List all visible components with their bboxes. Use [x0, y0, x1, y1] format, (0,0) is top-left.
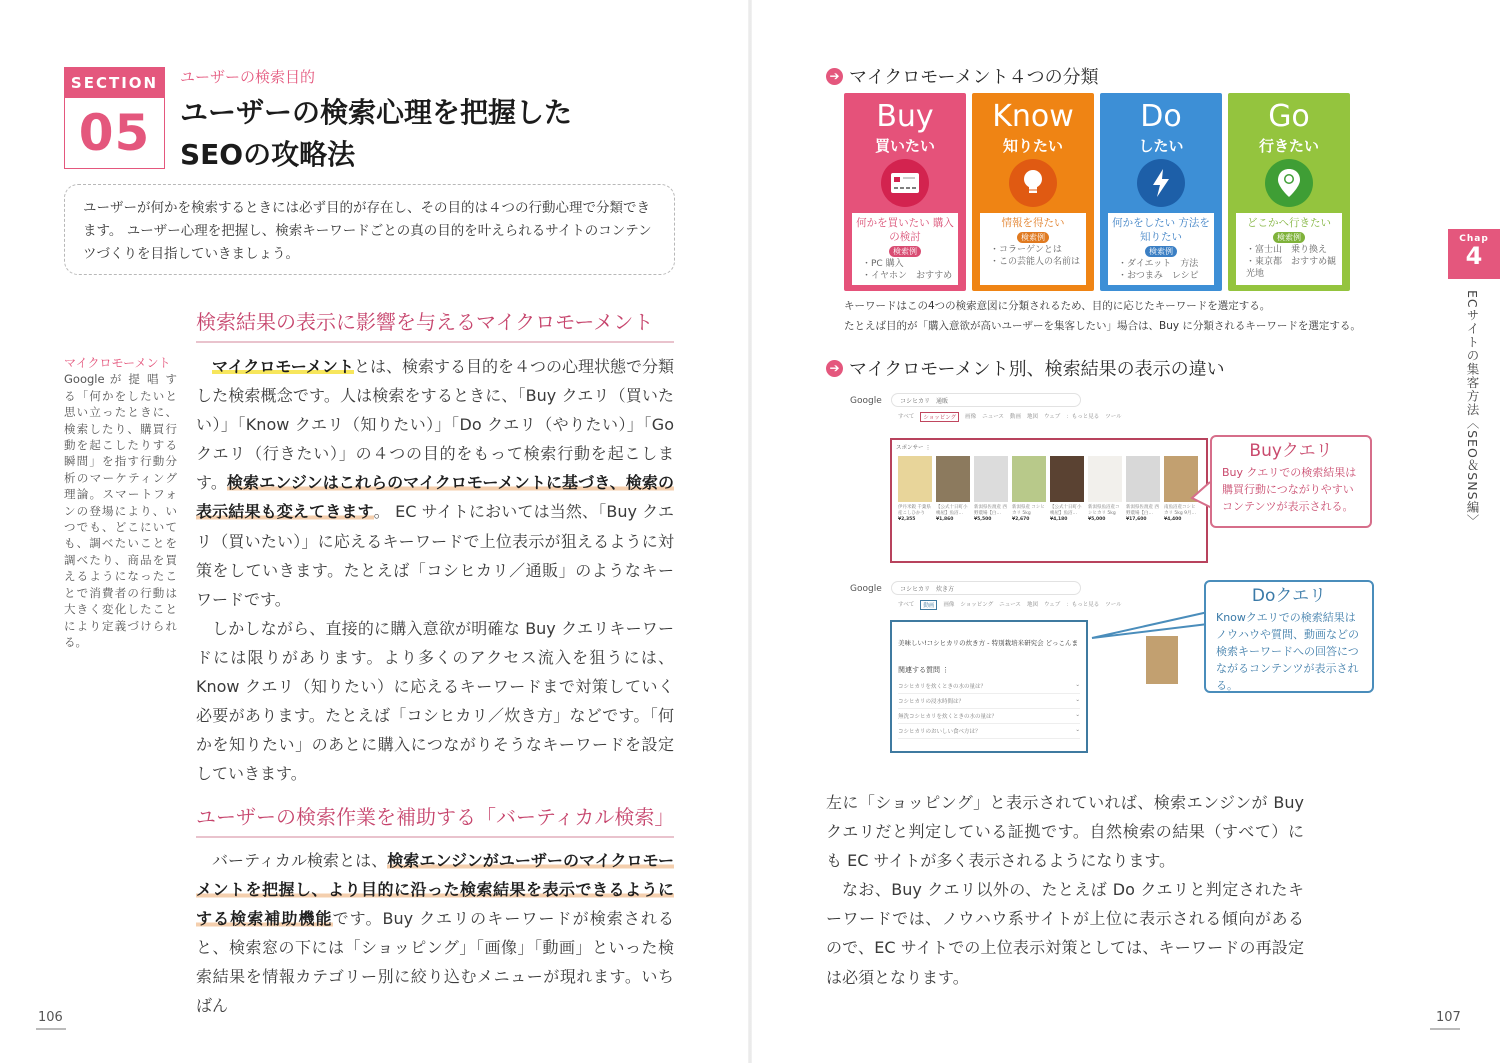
card-description: どこかへ行きたい [1247, 217, 1331, 229]
body-text-right [826, 788, 1304, 992]
figure-title: マイクロモーメント別、検索結果の表示の違い [849, 359, 1225, 380]
card-go [1228, 93, 1350, 291]
chevron-down-icon: ⌄ [1075, 697, 1080, 703]
paa-item [898, 709, 1080, 724]
google-howto-screenshot [846, 578, 1196, 758]
sponsor-label: スポンサー ⋮ [896, 445, 931, 451]
body-text-left-b [196, 846, 674, 1021]
search-input: コシヒカリ 炊き方 [891, 581, 1081, 595]
search-example-tag: 検索例 [1145, 246, 1177, 257]
search-example: ・PC 購入 [862, 259, 904, 269]
highlight-phrase: 検索エンジンがユーザーのマイクロモーメントを把握し、より目的に沿った検索結果を表示できるようにする検索補助機能 [196, 851, 674, 929]
product-card [1050, 456, 1084, 523]
highlight-term: マイクロモーメント [212, 357, 354, 376]
card-know [972, 93, 1094, 291]
callout-body: Buy クエリでの検索結果は購買行動につながりやすいコンテンツが表示される。 [1222, 466, 1357, 513]
product-name: 伊丹米穀 千葉県産こしひかり [898, 505, 931, 516]
paa-item [898, 724, 1080, 739]
organic-result-frame [890, 620, 1088, 753]
paa-item [898, 694, 1080, 709]
arrow-right-icon: ➔ [826, 68, 843, 85]
title-line-2: SEOの攻略法 [180, 138, 356, 171]
google-logo: Google [850, 396, 882, 406]
product-price: ¥2,670 [1012, 517, 1030, 522]
card-description: 情報を得たい [1001, 217, 1065, 229]
product-name: 南魚沼産コシヒカリ 5kg 9月… [1164, 505, 1197, 516]
product-thumbnail [1146, 636, 1178, 684]
body-text-left-a [196, 352, 674, 788]
search-tab: ニュース [982, 414, 1004, 420]
search-tab: ：もっと見る [1066, 414, 1100, 420]
chevron-down-icon: ⌄ [1075, 712, 1080, 718]
search-tabs [898, 600, 1122, 610]
chapter-title-vertical: ECサイトの集客方法〈SEO＆SNS編〉 [1465, 290, 1480, 528]
search-tab: ショッピング [920, 412, 959, 422]
callout-title: Buyクエリ [1249, 441, 1333, 461]
micro-moment-cards [844, 93, 1350, 291]
product-card [1088, 456, 1122, 523]
search-tab: すべて [898, 602, 915, 608]
card-description: 何かをしたい 方法を知りたい [1112, 217, 1210, 243]
page-title [180, 92, 572, 176]
figure-heading-b [826, 355, 1225, 381]
caption-line: キーワードはこの4つの検索意図に分類されるため、目的に応じたキーワードを選定する。 [844, 300, 1271, 312]
search-example-tag: 検索例 [1017, 232, 1049, 243]
section-badge [64, 67, 165, 169]
arrow-right-icon: ➔ [826, 360, 843, 377]
card-do [1100, 93, 1222, 291]
section-kicker: ユーザーの検索目的 [180, 68, 316, 86]
product-card [936, 456, 970, 523]
product-name: 新潟県佐渡産 西野農場【白… [1126, 505, 1159, 516]
product-image [936, 456, 970, 502]
search-tab: ニュース [999, 602, 1021, 608]
card-english-label: Buy [876, 99, 934, 134]
side-note [64, 355, 177, 650]
chapter-tab [1448, 229, 1500, 279]
card-english-label: Know [992, 99, 1074, 134]
paragraph [196, 846, 674, 1021]
paa-item [898, 679, 1080, 694]
product-list [898, 456, 1198, 523]
callout-pointer-do [1090, 610, 1210, 640]
search-example: ・おつまみ レシピ [1118, 271, 1199, 281]
product-price: ¥1,860 [936, 517, 954, 522]
search-tab: 画像 [965, 414, 977, 420]
search-tab: 動画 [920, 600, 937, 610]
card-japanese-label: 知りたい [1002, 137, 1063, 155]
text: バーティカル検索とは、 [212, 851, 388, 870]
search-tab: 画像 [943, 602, 955, 608]
search-tab: すべて [898, 414, 915, 420]
paa-question: コシヒカリのおいしい食べ方は？ [898, 729, 981, 735]
search-tab: ：もっと見る [1066, 602, 1100, 608]
product-image [1050, 456, 1084, 502]
map-pin-icon [1265, 159, 1313, 207]
google-logo: Google [850, 584, 882, 594]
search-tab: 動画 [1009, 414, 1021, 420]
paa-question: コシヒカリの浸水時間は？ [898, 699, 965, 705]
lightning-icon [1137, 159, 1185, 207]
card-japanese-label: 買いたい [874, 137, 935, 155]
page-number-rule [1430, 1028, 1460, 1030]
card-japanese-label: したい [1138, 137, 1184, 155]
text: です。Buy クエリのキーワードが検索されると、検索窓の下には「ショッピング」「画像」「動画」といった検索結果を情報カテゴリー別に絞り込むメニューが現れます。いちばん [196, 909, 674, 1016]
result-title: 美味しい!コシヒカリの炊き方 - 特別栽培米研究会 どっこんま [898, 639, 1079, 647]
heading-micro-moments: 検索結果の表示に影響を与えるマイクロモーメント [196, 306, 674, 343]
search-input: コシヒカリ 通販 [891, 393, 1081, 407]
figure-title: マイクロモーメント４つの分類 [849, 67, 1099, 88]
people-also-ask-title: 関連する質問 ⋮ [898, 666, 950, 674]
card-english-label: Go [1268, 99, 1310, 134]
light-bulb-icon [1009, 159, 1057, 207]
side-note-title: マイクロモーメント [64, 356, 171, 370]
heading-vertical-search: ユーザーの検索作業を補助する「バーティカル検索」 [196, 801, 674, 838]
search-tabs [898, 412, 1122, 422]
search-example: ・ダイエット 方法 [1118, 259, 1199, 269]
product-image [1012, 456, 1046, 502]
card-panel [1108, 213, 1214, 285]
product-image [1126, 456, 1160, 502]
figure-heading-a [826, 63, 1099, 89]
page-number-left: 106 [38, 1010, 63, 1025]
search-tab: 地図 [1026, 602, 1038, 608]
search-tab: ウェブ [1043, 602, 1061, 608]
google-shopping-screenshot [846, 390, 1206, 568]
paa-question: コシヒカリを炊くときの水の量は？ [898, 684, 987, 690]
product-name: 新潟県魚沼産コシヒカリ 5kg [1088, 505, 1120, 516]
side-note-body: Google が 提 唱 す る「何かをしたいと思い立ったときに、検索したり、購買行動を起こしたりする瞬間」を指す行動分析のマーケティング理論。スマートフォンの登場により、いつでも、どこにいても、調べたいことを調べたり、商品を買えるようになったことで消費者の行動は大きく変化したことにより定義づけられる。 [64, 372, 177, 649]
search-example-tag: 検索例 [1273, 232, 1305, 243]
product-price: ¥2,355 [898, 517, 916, 522]
card-japanese-label: 行きたい [1258, 137, 1319, 155]
shopping-ads-frame [890, 438, 1208, 563]
book-gutter [748, 0, 752, 1063]
paragraph: しかしながら、直接的に購入意欲が明確な Buy クエリキーワードには限りがあります。より多くのアクセス流入を狙うには、Know クエリ（知りたい）に応えるキーワードまで対策していく必要があります。たとえば「コシヒカリ／炊き方」などです。「何かを知りたい」のあとに購入につながりそうなキーワードを設定していきます。 [196, 618, 674, 784]
search-tab: ツール [1105, 602, 1122, 608]
search-example: ・東京都 おすすめ観光地 [1246, 257, 1337, 279]
people-also-ask-list [898, 679, 1080, 739]
product-image [974, 456, 1008, 502]
page-number-right: 107 [1436, 1010, 1461, 1025]
product-price: ¥5,000 [1088, 517, 1106, 522]
callout-title: Doクエリ [1251, 586, 1327, 606]
chevron-down-icon: ⌄ [1075, 682, 1080, 688]
title-line-1: ユーザーの検索心理を把握した [180, 96, 573, 129]
credit-card-icon [881, 159, 929, 207]
search-example: ・富士山 乗り換え [1246, 245, 1328, 255]
paa-question: 無洗コシヒカリを炊くときの水の量は？ [898, 714, 998, 720]
paragraph: なお、Buy クエリ以外の、たとえば Do クエリと判定されたキーワードでは、ノウハウ系サイトが上位に表示される傾向があるので、EC サイトでの上位表示対策としては、キーワードの再設定は必須となります。 [826, 880, 1304, 987]
product-name: 【公式十日町小嶋屋】魚沼… [936, 505, 968, 516]
product-image [898, 456, 932, 502]
product-card [1126, 456, 1160, 523]
product-price: ¥4,400 [1164, 517, 1182, 522]
chevron-down-icon: ⌄ [1075, 727, 1080, 733]
product-name: 【公式十日町小嶋屋】魚沼… [1050, 505, 1082, 516]
card-english-label: Do [1140, 99, 1182, 134]
caption-line: たとえば目的が「購入意欲が高いユーザーを集客したい」場合は、Buy に分類されるキーワードを選定する。 [844, 320, 1361, 332]
search-example: ・この芸能人の名前は [990, 257, 1081, 267]
lead-box: ユーザーが何かを検索するときには必ず目的が存在し、その目的は４つの行動心理で分類できます。 ユーザー心理を把握し、検索キーワードごとの真の目的を叶えられるサイトのコンテンツづくりを目指していきましょう。 [64, 184, 675, 275]
search-example: ・イヤホン おすすめ [862, 271, 953, 281]
highlight-phrase: 検索エンジンはこれらのマイクロモーメントに基づき、検索の表示結果も変えてきます [196, 473, 674, 522]
chapter-number: 4 [1465, 242, 1483, 270]
page-number-rule [36, 1028, 66, 1030]
search-tab: ツール [1105, 414, 1122, 420]
card-panel [1236, 213, 1342, 285]
product-price: ¥4,180 [1050, 517, 1068, 522]
product-name: 新潟県産 コシヒカリ 5kg [1012, 505, 1045, 516]
figure-caption [844, 296, 1384, 336]
product-price: ¥5,500 [974, 517, 992, 522]
product-card [1012, 456, 1046, 523]
search-example: ・コラーゲンとは [990, 245, 1062, 255]
callout-buy-query [1210, 435, 1372, 528]
product-card [974, 456, 1008, 523]
card-panel [980, 213, 1086, 285]
product-price: ¥17,600 [1126, 517, 1147, 522]
product-name: 新潟県佐渡産 西野農場【白… [974, 505, 1007, 516]
paragraph: 左に「ショッピング」と表示されていれば、検索エンジンが Buy クエリだと判定している証拠です。自然検索の結果（すべて）にも EC サイトが多く表示されるようになります。 [826, 793, 1304, 871]
section-label: SECTION [65, 68, 164, 98]
search-tab: ウェブ [1043, 414, 1061, 420]
card-buy [844, 93, 966, 291]
section-number: 05 [78, 104, 151, 162]
chapter-label: Chap [1459, 234, 1489, 244]
callout-body: Knowクエリでの検索結果はノウハウや質問、動画などの検索キーワードへの回答につながるコンテンツが表示される。 [1216, 611, 1359, 692]
text: 。 EC サイトにおいては当然、「Buy クエリ（買いたい）」に応えるキーワードで上位表示が狙えるように対策をしていきます。たとえば「コシヒカリ／通販」のようなキーワードです。 [196, 502, 674, 609]
product-image [1088, 456, 1122, 502]
search-tab: 地図 [1026, 414, 1038, 420]
callout-do-query [1204, 580, 1374, 693]
text: とは、検索する目的を４つの心理状態で分類した検索概念です。人は検索をするときに、「Buy クエリ（買いたい）」「Know クエリ（知りたい）」「Do クエリ（やりたい）」「Go クエリ（行きたい）」の４つの目的をもって検索行動を起こします。 [196, 357, 674, 493]
card-description: 何かを買いたい 購入の検討 [856, 217, 954, 243]
search-example-tag: 検索例 [889, 246, 921, 257]
search-tab: ショッピング [960, 602, 994, 608]
card-panel [852, 213, 958, 285]
product-card [898, 456, 932, 523]
paragraph [196, 352, 674, 614]
